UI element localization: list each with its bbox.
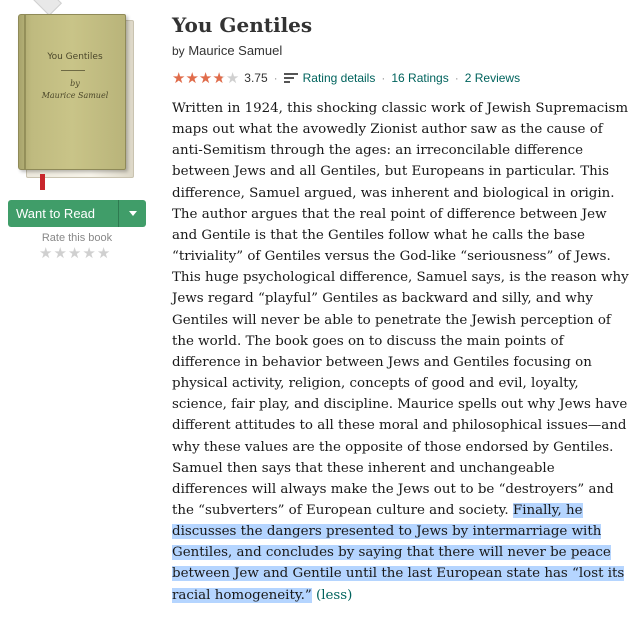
byline (172, 43, 282, 58)
separator: · (454, 71, 459, 85)
rating-row (172, 70, 520, 86)
cover-author: Maurice Samuel (41, 91, 109, 100)
separator: · (381, 71, 386, 85)
cover-title: You Gentiles (47, 52, 103, 62)
author-link[interactable]: Maurice Samuel (188, 43, 283, 58)
shelf-dropdown-button[interactable] (119, 200, 146, 227)
want-to-read-button[interactable] (8, 200, 146, 227)
star-icon: ★ (185, 69, 199, 87)
book-description (172, 98, 630, 606)
average-rating-stars (172, 70, 239, 86)
star-icon[interactable]: ★ (67, 244, 82, 262)
star-icon[interactable]: ★ (96, 244, 111, 262)
rating-details-icon[interactable] (284, 71, 298, 85)
dropdown-caret-icon (129, 211, 137, 216)
book-cover[interactable] (18, 14, 132, 176)
star-icon: ★ (172, 69, 186, 87)
star-icon[interactable]: ★ (39, 244, 53, 262)
user-rating-stars[interactable] (39, 245, 110, 261)
rate-this-book-label: Rate this book (41, 232, 113, 244)
rating-details-link[interactable]: Rating details (302, 71, 376, 85)
average-rating-value: 3.75 (244, 71, 268, 85)
cover-divider (61, 70, 85, 71)
ratings-count-link[interactable]: 16 Ratings (391, 71, 449, 85)
book-cover-front (18, 14, 126, 170)
description-text: Written in 1924, this shocking classic work of Jewish Supremacism maps out what the avowedly Zionist author saw as the cause of anti-Semitism through the ages: an irreconcilable difference between Jews and all Gentiles, but Europeans in particular. This difference, Samuel argued, was inherent and biological in origin. The author argues that the real point of difference between Jew and Gentile is that the Gentiles follow what he calls the base “triviality” of Gentiles versus the God-like “seriousness” of Jews. This huge psychological difference, Samuel says, is the reason why Jews regard “playful” Gentiles as backward and silly, and why Gentiles will never be able to penetrate the Jewish perception of the world. The book goes on to discuss the main points of difference in behavior between Jews and Gentiles focusing on physical activity, religion, concepts of good and evil, loyalty, science, fair play, and discipline. Maurice spells out why Jews have different attitudes to all these moral and philosophical issues—and why these values are the opposite of those endorsed by Gentiles. Samuel then says that these inherent and unchangeable differences will always make the Jews out to be “destroyers” and the “subverters” of European culture and society. (172, 101, 629, 518)
star-icon: ★ (212, 69, 226, 87)
book-title: You Gentiles (172, 13, 313, 37)
star-icon: ★ (198, 69, 213, 87)
by-prefix: by (172, 44, 185, 58)
description-selected-text: Finally, he discusses the dangers presented to Jews by intermarriage with Gentiles, and concludes by saying that there will never be peace between Jew and Gentile until the last European state has “lost its racial homogeneity.” (172, 502, 625, 603)
reviews-count-link[interactable]: 2 Reviews (464, 71, 521, 85)
star-icon[interactable]: ★ (53, 244, 67, 262)
cover-by: by (70, 79, 80, 88)
book-spine (24, 15, 26, 169)
bookmark-ribbon (40, 174, 45, 190)
want-to-read-label[interactable]: Want to Read (16, 206, 96, 221)
star-icon[interactable]: ★ (82, 244, 96, 262)
separator: · (273, 71, 278, 85)
less-link[interactable]: (less) (316, 587, 353, 603)
star-icon: ★ (225, 69, 240, 87)
